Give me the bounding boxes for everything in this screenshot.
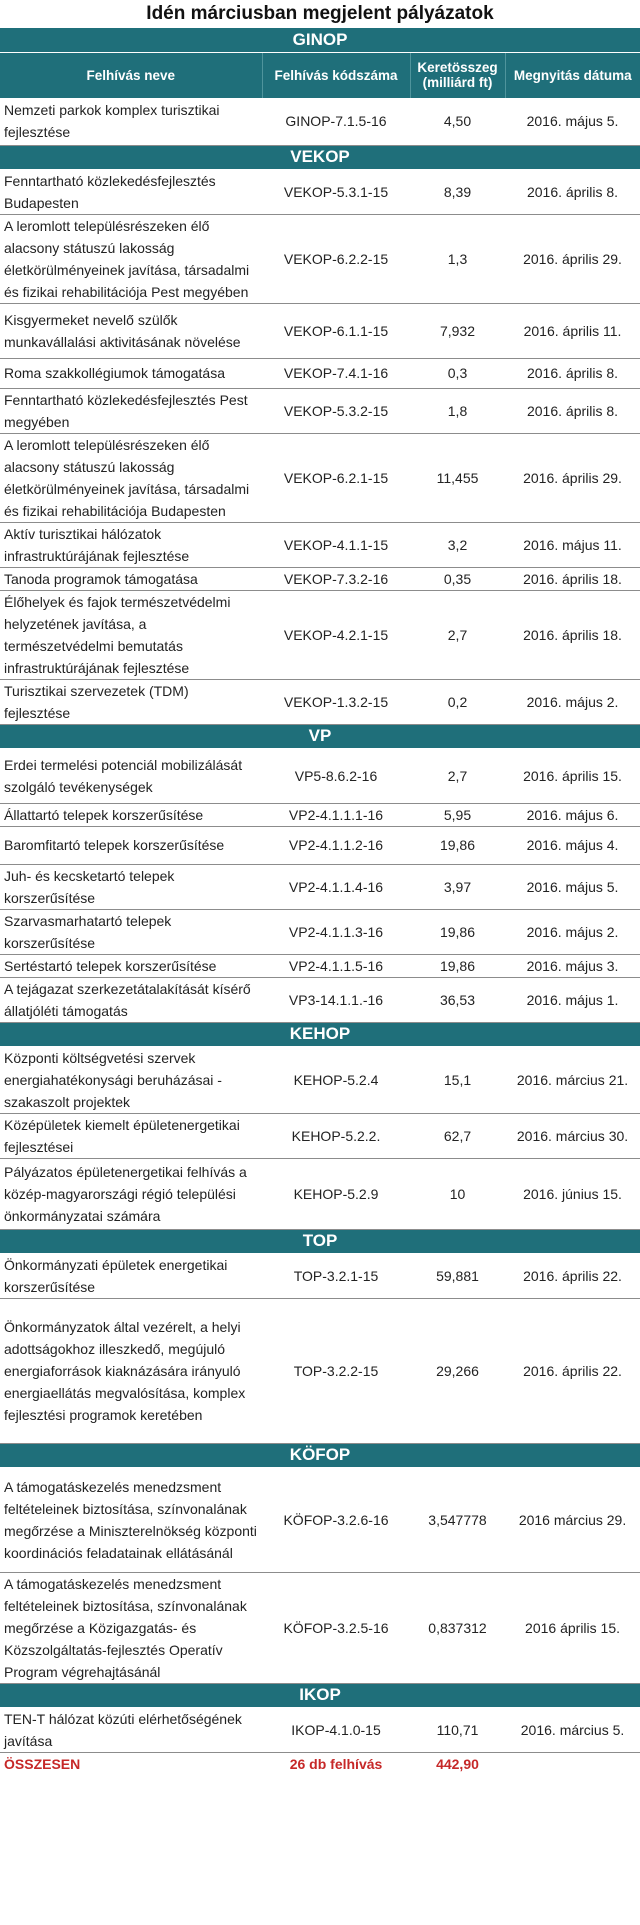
call-name: A leromlott településrészeken élő alacsony státuszú lakosság életkörülményeinek javítása, társadalmi és fizikai rehabilitációja Budapesten [0,433,262,522]
table-row [0,1046,640,1113]
call-name: Turisztikai szervezetek (TDM) fejlesztése [0,679,262,724]
section-title: VEKOP [0,145,640,169]
call-amount: 3,547778 [410,1467,505,1572]
call-name: Önkormányzatok által vezérelt, a helyi adottságokhoz illeszkedő, megújuló energiaforrások kiaknázására irányuló energiaellátás megvalósítása, komplex fejlesztési programok keretében [0,1298,262,1443]
call-name: Kisgyermeket nevelő szülők munkavállalási aktivitásának növelése [0,303,262,358]
table-row [0,909,640,954]
call-date: 2016. április 8. [505,169,640,214]
call-code: VP2-4.1.1.5-16 [262,954,410,977]
call-name: Juh- és kecsketartó telepek korszerűsítése [0,864,262,909]
section-header [0,1022,640,1046]
table-row [0,954,640,977]
call-date: 2016. április 15. [505,748,640,803]
call-code: VEKOP-1.3.2-15 [262,679,410,724]
table-row [0,214,640,303]
section-title: KEHOP [0,1022,640,1046]
call-name: Erdei termelési potenciál mobilizálását szolgáló tevékenységek [0,748,262,803]
call-code: VEKOP-5.3.1-15 [262,169,410,214]
total-amount: 442,90 [410,1752,505,1776]
call-name: Roma szakkollégiumok támogatása [0,358,262,388]
grants-table [0,28,640,1776]
call-code: KÖFOP-3.2.5-16 [262,1572,410,1683]
call-date: 2016. március 21. [505,1046,640,1113]
table-row [0,388,640,433]
call-name: Sertéstartó telepek korszerűsítése [0,954,262,977]
column-header-date: Megnyitás dátuma [505,52,640,98]
call-amount: 3,2 [410,522,505,567]
call-date: 2016. április 29. [505,214,640,303]
call-code: VP2-4.1.1.2-16 [262,826,410,864]
call-code: VEKOP-7.4.1-16 [262,358,410,388]
call-date: 2016. április 11. [505,303,640,358]
call-amount: 4,50 [410,98,505,145]
table-row [0,303,640,358]
call-date: 2016. április 22. [505,1298,640,1443]
section-header [0,1443,640,1467]
call-date: 2016. április 22. [505,1253,640,1298]
call-name: Tanoda programok támogatása [0,567,262,590]
table-row [0,748,640,803]
call-date: 2016. április 18. [505,567,640,590]
call-code: VEKOP-4.1.1-15 [262,522,410,567]
call-name: Fenntartható közlekedésfejlesztés Pest megyében [0,388,262,433]
call-amount: 62,7 [410,1113,505,1158]
call-name: A tejágazat szerkezetátalakítását kísérő állatjóléti támogatás [0,977,262,1022]
table-row [0,803,640,826]
call-code: VEKOP-6.2.2-15 [262,214,410,303]
section-title: GINOP [0,28,640,52]
table-row [0,826,640,864]
call-amount: 59,881 [410,1253,505,1298]
call-date: 2016. május 2. [505,909,640,954]
call-date: 2016 április 15. [505,1572,640,1683]
section-title: TOP [0,1229,640,1253]
call-amount: 0,35 [410,567,505,590]
call-code: VEKOP-4.2.1-15 [262,590,410,679]
call-code: VEKOP-6.1.1-15 [262,303,410,358]
section-title: VP [0,724,640,748]
call-amount: 0,2 [410,679,505,724]
table-row [0,1707,640,1752]
call-code: KÖFOP-3.2.6-16 [262,1467,410,1572]
call-code: VP5-8.6.2-16 [262,748,410,803]
call-name: A támogatáskezelés menedzsment feltételeinek biztosítása, színvonalának megőrzése a Miniszterelnökség központi koordinációs feladatainak ellátásánál [0,1467,262,1572]
section-header [0,1683,640,1707]
call-amount: 29,266 [410,1298,505,1443]
column-header-code: Felhívás kódszáma [262,52,410,98]
call-date: 2016. május 2. [505,679,640,724]
call-date: 2016. május 5. [505,98,640,145]
call-amount: 19,86 [410,826,505,864]
table-row [0,433,640,522]
call-name: Aktív turisztikai hálózatok infrastruktúrájának fejlesztése [0,522,262,567]
call-date: 2016. május 11. [505,522,640,567]
call-code: TOP-3.2.1-15 [262,1253,410,1298]
table-row [0,1113,640,1158]
call-name: A leromlott településrészeken élő alacsony státuszú lakosság életkörülményeinek javítása, társadalmi és fizikai rehabilitációja Pest megyében [0,214,262,303]
call-date: 2016. április 8. [505,358,640,388]
section-title: KÖFOP [0,1443,640,1467]
call-date: 2016. április 29. [505,433,640,522]
call-code: VP3-14.1.1.-16 [262,977,410,1022]
call-date: 2016. május 4. [505,826,640,864]
call-name: Állattartó telepek korszerűsítése [0,803,262,826]
call-amount: 5,95 [410,803,505,826]
call-amount: 0,837312 [410,1572,505,1683]
call-amount: 11,455 [410,433,505,522]
call-name: Fenntartható közlekedésfejlesztés Budapesten [0,169,262,214]
call-amount: 3,97 [410,864,505,909]
table-row [0,1158,640,1229]
call-date: 2016. május 3. [505,954,640,977]
call-date: 2016. március 5. [505,1707,640,1752]
total-empty-cell [505,1752,640,1776]
call-code: VP2-4.1.1.1-16 [262,803,410,826]
call-date: 2016. május 6. [505,803,640,826]
call-date: 2016. március 30. [505,1113,640,1158]
call-amount: 8,39 [410,169,505,214]
table-row [0,522,640,567]
section-header [0,724,640,748]
call-amount: 2,7 [410,590,505,679]
call-name: Baromfitartó telepek korszerűsítése [0,826,262,864]
call-amount: 0,3 [410,358,505,388]
call-amount: 110,71 [410,1707,505,1752]
call-code: KEHOP-5.2.4 [262,1046,410,1113]
table-row [0,1572,640,1683]
call-code: KEHOP-5.2.2. [262,1113,410,1158]
call-name: Önkormányzati épületek energetikai korszerűsítése [0,1253,262,1298]
call-date: 2016. április 8. [505,388,640,433]
call-amount: 19,86 [410,909,505,954]
call-code: GINOP-7.1.5-16 [262,98,410,145]
page-title: Idén márciusban megjelent pályázatok [146,3,494,24]
call-code: KEHOP-5.2.9 [262,1158,410,1229]
table-row [0,590,640,679]
call-amount: 7,932 [410,303,505,358]
call-date: 2016. április 18. [505,590,640,679]
call-code: TOP-3.2.2-15 [262,1298,410,1443]
section-title: IKOP [0,1683,640,1707]
section-header [0,28,640,52]
call-amount: 36,53 [410,977,505,1022]
call-name: Pályázatos épületenergetikai felhívás a közép-magyarországi régió települési önkormányzatai számára [0,1158,262,1229]
call-date: 2016 március 29. [505,1467,640,1572]
table-row [0,98,640,145]
section-header [0,145,640,169]
table-row [0,1298,640,1443]
table-row [0,864,640,909]
call-name: Szarvasmarhatartó telepek korszerűsítése [0,909,262,954]
call-code: VP2-4.1.1.3-16 [262,909,410,954]
call-code: IKOP-4.1.0-15 [262,1707,410,1752]
call-amount: 1,8 [410,388,505,433]
table-row [0,1253,640,1298]
table-row [0,567,640,590]
call-amount: 15,1 [410,1046,505,1113]
call-amount: 2,7 [410,748,505,803]
table-row [0,358,640,388]
call-date: 2016. május 1. [505,977,640,1022]
call-name: A támogatáskezelés menedzsment feltételeinek biztosítása, színvonalának megőrzése a Közigazgatás- és Közszolgáltatás-fejlesztés Operatív Program végrehajtásánál [0,1572,262,1683]
call-amount: 10 [410,1158,505,1229]
call-date: 2016. május 5. [505,864,640,909]
call-amount: 1,3 [410,214,505,303]
table-row [0,977,640,1022]
total-label: ÖSSZESEN [0,1752,262,1776]
column-header-amount: Keretösszeg (milliárd ft) [410,52,505,98]
call-date: 2016. június 15. [505,1158,640,1229]
column-header-row [0,52,640,98]
call-name: Központi költségvetési szervek energiahatékonysági beruházásai - szakaszolt projektek [0,1046,262,1113]
call-amount: 19,86 [410,954,505,977]
call-name: Középületek kiemelt épületenergetikai fejlesztései [0,1113,262,1158]
call-name: Élőhelyek és fajok természetvédelmi helyzetének javítása, a természetvédelmi bemutatás infrastruktúrájának fejlesztése [0,590,262,679]
column-header-name: Felhívás neve [0,52,262,98]
table-row [0,169,640,214]
call-code: VP2-4.1.1.4-16 [262,864,410,909]
total-count: 26 db felhívás [262,1752,410,1776]
call-code: VEKOP-6.2.1-15 [262,433,410,522]
call-name: TEN-T hálózat közúti elérhetőségének javítása [0,1707,262,1752]
call-code: VEKOP-7.3.2-16 [262,567,410,590]
call-code: VEKOP-5.3.2-15 [262,388,410,433]
section-header [0,1229,640,1253]
call-name: Nemzeti parkok komplex turisztikai fejlesztése [0,98,262,145]
table-row [0,679,640,724]
table-row [0,1467,640,1572]
total-row [0,1752,640,1776]
